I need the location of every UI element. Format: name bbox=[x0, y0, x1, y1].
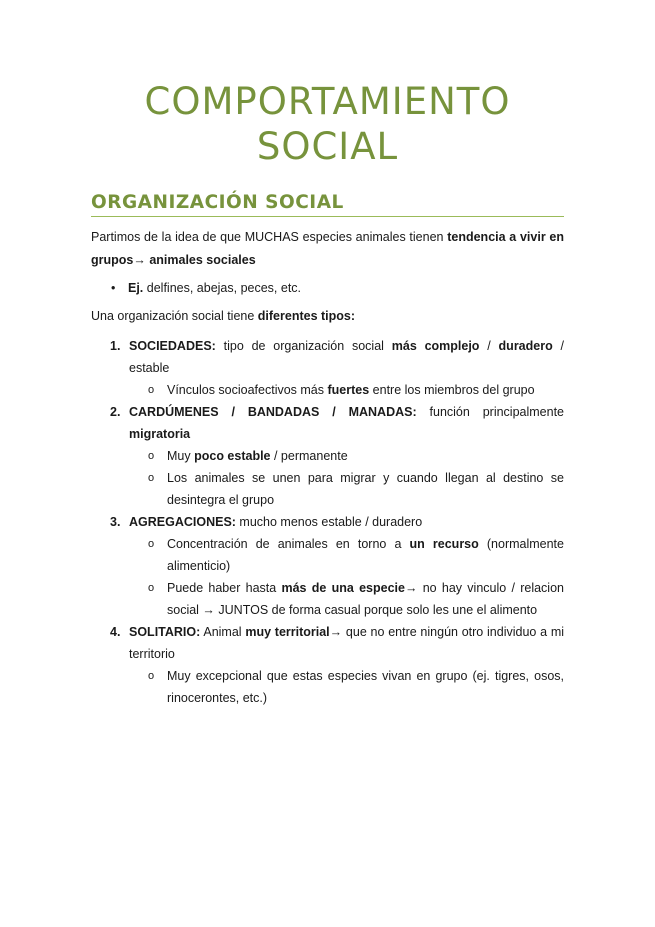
item-tail: / estable bbox=[129, 339, 565, 375]
section-heading: ORGANIZACIÓN SOCIAL bbox=[91, 191, 564, 217]
example-text: delfines, abejas, peces, etc. bbox=[143, 281, 302, 295]
sub-text: Muy bbox=[167, 449, 195, 463]
sub-item bbox=[167, 577, 564, 621]
sub-list bbox=[129, 533, 564, 621]
sub-item bbox=[167, 467, 564, 511]
sub-item bbox=[167, 445, 564, 467]
title-line-2: SOCIAL bbox=[256, 125, 399, 168]
sub-list bbox=[129, 379, 564, 401]
types-list bbox=[91, 335, 564, 709]
sub-text: Concentración de animales en torno a bbox=[167, 537, 410, 551]
sub-bold: más de una especie bbox=[281, 581, 405, 595]
sub-item bbox=[167, 665, 564, 709]
item-text: mucho menos estable / duradero bbox=[235, 515, 423, 529]
item-number: 2. bbox=[110, 405, 121, 419]
arrow-symbol: → bbox=[133, 253, 146, 267]
intro-bold-1: tendencia a vivir en grupos bbox=[91, 230, 565, 267]
sub-bold: un recurso bbox=[409, 537, 479, 551]
sub-bold: fuertes bbox=[327, 383, 370, 397]
intro-bold-2: animales sociales bbox=[145, 253, 256, 267]
item-text: función principalmente bbox=[416, 405, 565, 419]
types-intro-bold: diferentes tipos: bbox=[257, 309, 356, 323]
item-tail: → que no entre ningún otro individuo a mi territorio bbox=[129, 625, 565, 661]
title-line-1: COMPORTAMIENTO bbox=[144, 80, 511, 123]
sub-text: / permanente bbox=[270, 449, 348, 463]
list-item bbox=[110, 511, 564, 621]
intro-text: Partimos de la idea de que MUCHAS especies animales tienen bbox=[91, 230, 448, 244]
document-title bbox=[91, 79, 564, 169]
example-label: Ej. bbox=[128, 281, 144, 295]
list-item bbox=[110, 401, 565, 511]
item-number: 1. bbox=[110, 339, 121, 353]
item-text: Animal bbox=[200, 625, 246, 639]
item-title: CARDÚMENES / BANDADAS / MANADAS: bbox=[129, 405, 417, 419]
sub-bold: poco estable bbox=[194, 449, 271, 463]
sub-text: entre los miembros del grupo bbox=[369, 383, 535, 397]
intro-paragraph bbox=[91, 226, 564, 272]
item-bold: más complejo bbox=[391, 339, 480, 353]
list-item bbox=[110, 335, 565, 401]
sub-list bbox=[129, 665, 564, 709]
item-number: 3. bbox=[110, 515, 121, 529]
sub-text: → no hay vinculo / relacion social → JUNTOS de forma casual porque solo les une el alimento bbox=[167, 581, 564, 617]
example-list bbox=[91, 277, 564, 300]
sub-text: Muy excepcional que estas especies vivan en grupo (ej. tigres, osos, rinocerontes, etc.) bbox=[167, 669, 564, 705]
list-item bbox=[110, 621, 565, 709]
sub-text: Vínculos socioafectivos más bbox=[167, 383, 328, 397]
types-intro-text: Una organización social tiene bbox=[91, 309, 258, 323]
item-bold: muy territorial bbox=[245, 625, 330, 639]
item-title: SOCIEDADES: bbox=[129, 339, 216, 353]
example-item bbox=[111, 277, 564, 300]
item-separator: / bbox=[479, 339, 499, 353]
item-number: 4. bbox=[110, 625, 121, 639]
sub-text: (normalmente alimenticio) bbox=[167, 537, 564, 573]
item-bold: migratoria bbox=[129, 427, 191, 441]
sub-list bbox=[129, 445, 564, 511]
item-title: SOLITARIO: bbox=[129, 625, 201, 639]
item-bold: duradero bbox=[498, 339, 553, 353]
sub-text: Los animales se unen para migrar y cuando llegan al destino se desintegra el grupo bbox=[167, 471, 564, 507]
types-intro bbox=[91, 305, 564, 328]
sub-text: Puede haber hasta bbox=[167, 581, 282, 595]
sub-item bbox=[167, 379, 564, 401]
document-page bbox=[0, 79, 655, 927]
item-text: tipo de organización social bbox=[215, 339, 392, 353]
sub-item bbox=[167, 533, 564, 577]
item-title: AGREGACIONES: bbox=[129, 515, 236, 529]
